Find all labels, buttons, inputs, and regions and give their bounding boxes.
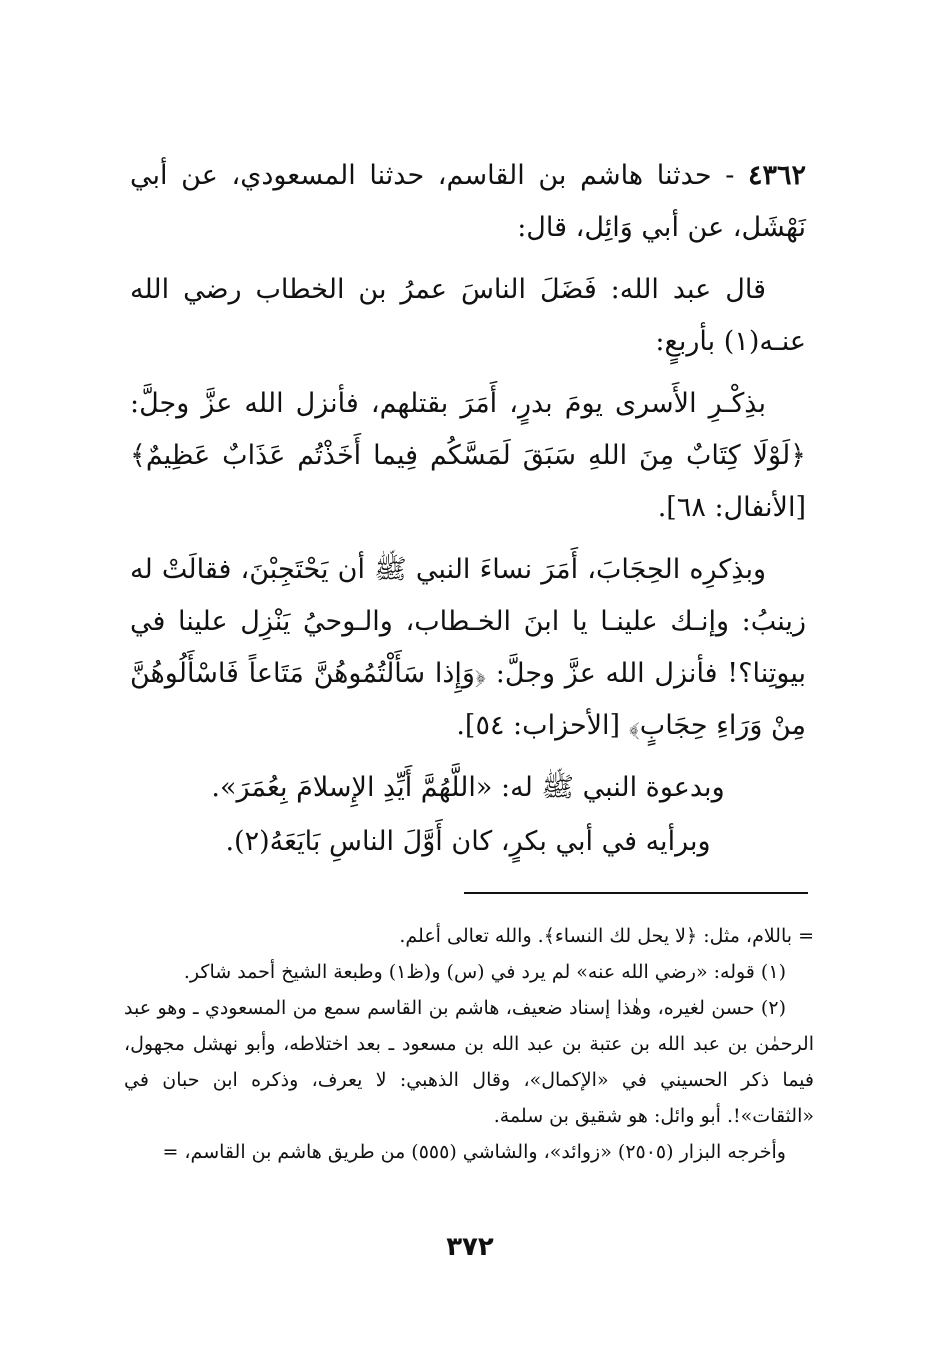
hadith-paragraph-3: وبذِكرِه الحِجَابَ، أَمَرَ نساءَ النبي ﷺ أن يَحْتَجِبْنَ، فقالَتْ له زينبُ: وإنـك علينـا يا ابنَ الخـطاب، والـوحيُ يَنْزِل علينا في بيوتِنا؟! فأنزل الله عزَّ وجلَّ: ﴿وَإِذا سَأَلْتُمُوهُنَّ مَتَاعاً فَاسْأَلُوهُنَّ مِنْ وَرَاءِ حِجَابٍ﴾ [الأحزاب: ٥٤]. [130, 554, 806, 741]
footnotes [124, 918, 814, 1170]
hadith-paragraph-5: وبرأيه في أبي بكرٍ، كان أَوَّلَ الناسِ بَايَعَهُ(٢). [225, 826, 711, 857]
hadith-isnad-paragraph [130, 150, 806, 254]
main-text [130, 150, 806, 870]
hadith-isnad: - حدثنا هاشم بن القاسم، حدثنا المسعودي، عن أبي نَهْشَل، عن أبي وَائِل، قال: [130, 160, 806, 243]
hadith-number: ٤٣٦٢ [747, 160, 806, 191]
footnote-3: وأخرجه البزار (٢٥٠٥) «زوائد»، والشاشي (٥٥٥) من طريق هاشم بن القاسم، = [162, 1141, 786, 1163]
hadith-paragraph-2: بذِكْـرِ الأَسرى يومَ بدرٍ، أَمَرَ بقتلهم، فأنزل الله عزَّ وجلَّ: ﴿لَوْلَا كِتَابٌ مِنَ اللهِ سَبَقَ لَمَسَّكُم فِيما أَخَذْتُم عَذَابٌ عَظِيمٌ﴾ [الأنفال: ٦٨]. [130, 388, 806, 523]
footnote-1: (١) قوله: «رضي الله عنه» لم يرد في (س) و(ظ١) وطبعة الشيخ أحمد شاكر. [183, 961, 786, 983]
page-number: ٣٧٢ [446, 1232, 494, 1262]
hadith-paragraph-1: قال عبد الله: فَضَلَ الناسَ عمرُ بن الخطاب رضي الله عنـه(١) بأربعٍ: [130, 274, 806, 357]
hadith-paragraph-4: وبدعوة النبي ﷺ له: «اللَّهُمَّ أَيِّدِ الإِسلامَ بِعُمَرَ». [211, 772, 725, 803]
footnote-continuation: = باللام، مثل: ﴿لا يحل لك النساء﴾. والله تعالى أعلم. [399, 925, 814, 947]
footnote-separator [464, 892, 808, 894]
footnote-2: (٢) حسن لغيره، وهٰذا إسناد ضعيف، هاشم بن القاسم سمع من المسعودي ـ وهو عبد الرحمٰن بن عبد الله بن عتبة بن عبد الله بن مسعود ـ بعد اختلاطه، وأبو نهشل مجهول، فيما ذكر الحسيني في «الإكمال»، وقال الذهبي: لا يعرف، وذكره ابن حبان في «الثقات»!. أبو وائل: هو شقيق بن سلمة. [124, 997, 814, 1127]
